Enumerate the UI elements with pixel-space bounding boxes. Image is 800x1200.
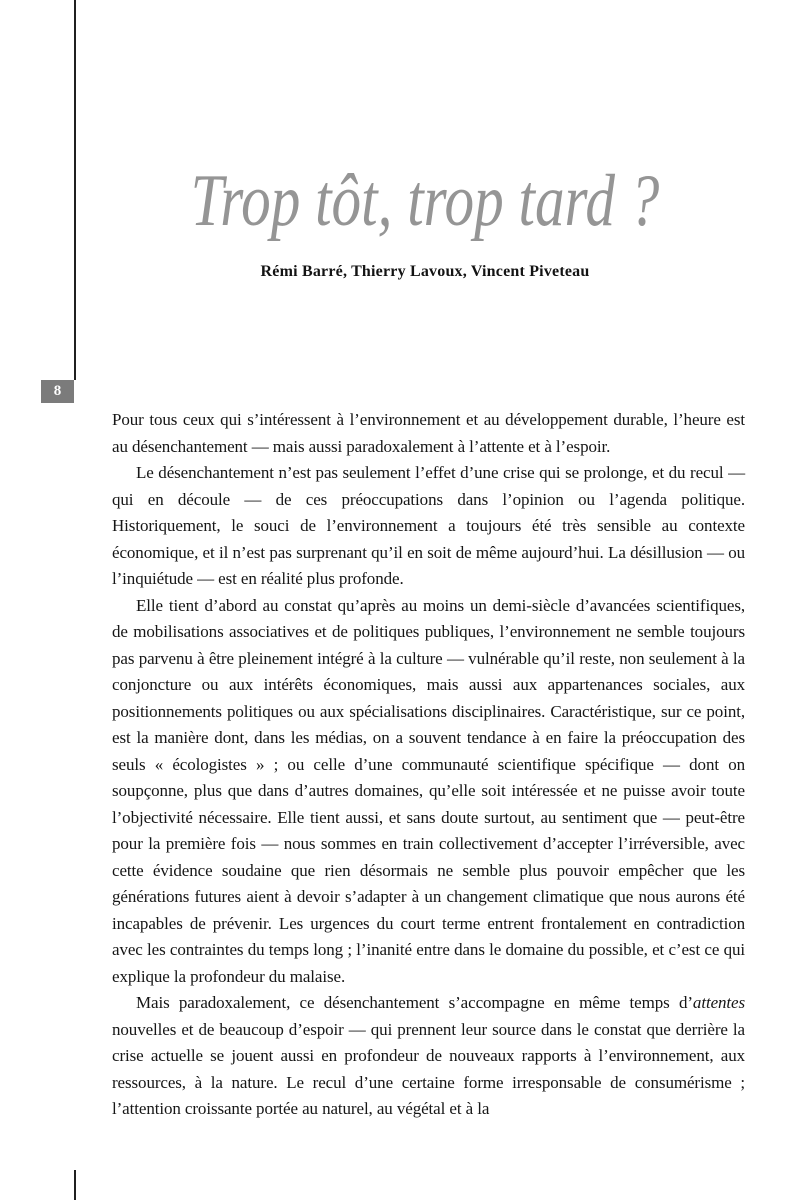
paragraph-4-text-cont: nouvelles et de beaucoup d’espoir — qui prennent leur source dans le constat que derrière la crise actuelle se jouent aussi en profondeur de nouveaux rapports à l’environnement, aux ressources, à la nature. Le recul d’une certaine forme irresponsable de consumérisme ; l’attention croissante portée au naturel, au végétal et à la bbox=[112, 1019, 745, 1118]
body-text bbox=[112, 407, 745, 1123]
paragraph-4 bbox=[112, 990, 745, 1123]
margin-rule-top bbox=[74, 0, 76, 380]
paragraph-4-italic-word: attentes bbox=[692, 993, 745, 1012]
page-number-badge bbox=[41, 380, 74, 403]
paragraph-4-text: Mais paradoxalement, ce désenchantement s’accompagne en même temps d’ bbox=[136, 993, 693, 1012]
authors-line: Rémi Barré, Thierry Lavoux, Vincent Piveteau bbox=[260, 263, 590, 280]
paragraph-3: Elle tient d’abord au constat qu’après au moins un demi-siècle d’avancées scientifiques, de mobilisations associatives et de politiques publiques, l’environnement ne semble toujours pas parvenu à être pleinement intégré à la culture — vulnérable qu’il reste, non seulement à la conjoncture ou aux intérêts économiques, mais aussi aux appartenances sociales, aux positionnements politiques ou aux spécialisations disciplinaires. Caractéristique, sur ce point, est la manière dont, dans les médias, on a souvent tendance à en faire la préoccupation des seuls « écologistes » ; ou celle d’une communauté scientifique spécifique — dont on soupçonne, plus que dans d’autres domaines, qu’elle soit intéressée et ne puisse avoir toute l’objectivité nécessaire. Elle tient aussi, et sans doute surtout, au sentiment que — peut-être pour la première fois — nous sommes en train collectivement d’accepter l’irréversible, avec cette évidence soudaine que rien désormais ne semble plus pouvoir empêcher que les générations futures aient à devoir s’adapter à un changement climatique que nous aurons été incapables de prévenir. Les urgences du court terme entrent frontalement en contradiction avec les contraintes du temps long ; l’inanité entre dans le domaine du possible, et c’est ce qui explique la profondeur du malaise. bbox=[112, 595, 745, 986]
paragraph-1: Pour tous ceux qui s’intéressent à l’environnement et au développement durable, l’heure est au désenchantement — mais aussi paradoxalement à l’attente et à l’espoir. bbox=[112, 410, 745, 456]
chapter-title: Trop tôt, trop tard ? bbox=[190, 160, 660, 242]
page-number: 8 bbox=[53, 383, 62, 399]
paragraph-2: Le désenchantement n’est pas seulement l’effet d’une crise qui se prolonge, et du recul — qui en découle — de ces préoccupations dans l’opinion ou l’agenda politique. Historiquement, le souci de l’environnement a toujours été très sensible au contexte économique, et il n’est pas surprenant qu’il en soit de même aujourd’hui. La désillusion — ou l’inquiétude — est en réalité plus profonde. bbox=[112, 463, 745, 588]
margin-rule-bottom bbox=[74, 1170, 76, 1200]
